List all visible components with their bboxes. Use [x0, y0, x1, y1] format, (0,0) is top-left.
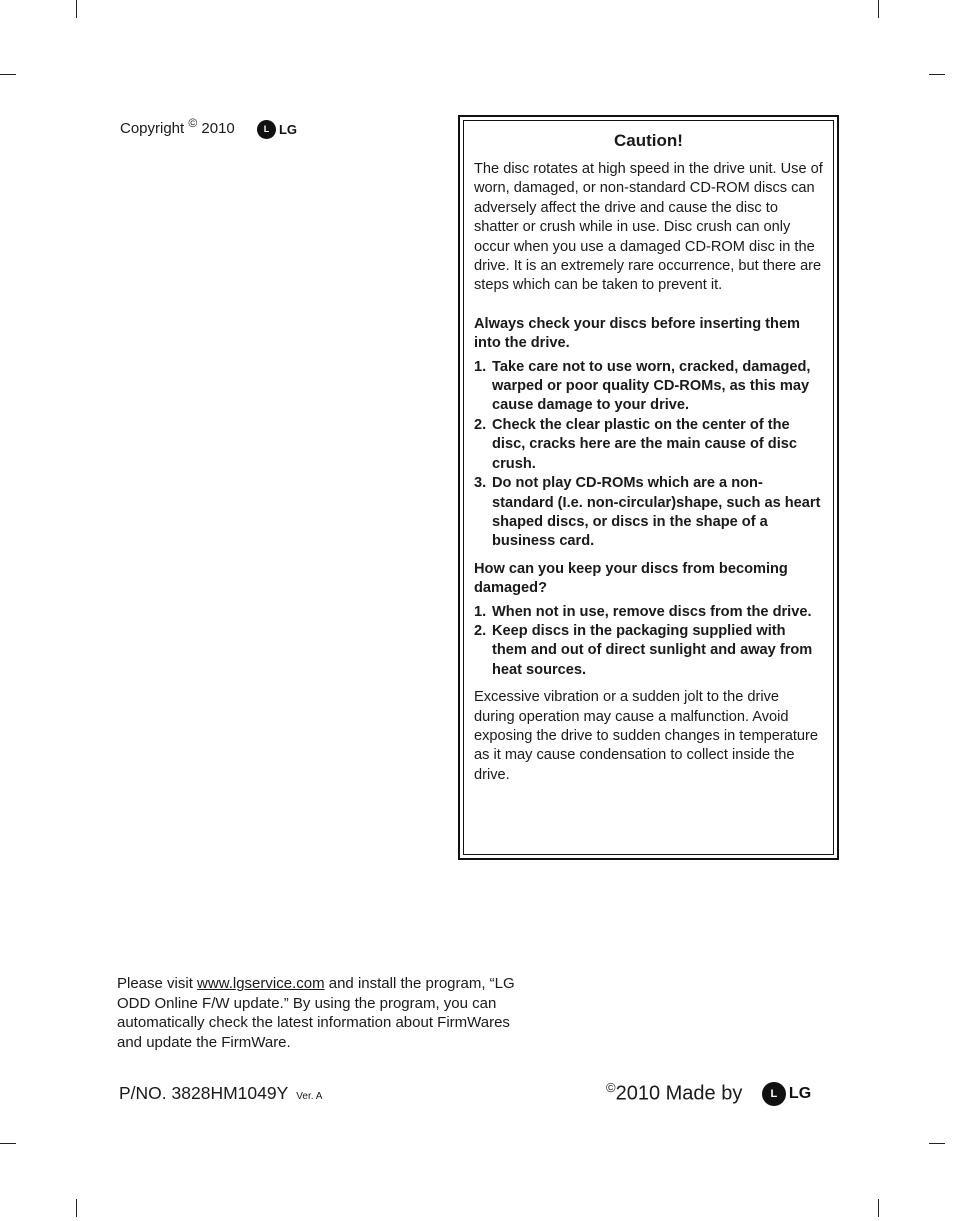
caution-inner	[463, 120, 834, 855]
caution-intro: The disc rotates at high speed in the drive unit. Use of worn, damaged, or non-standard CD-ROM discs can adversely affect the drive and cause the disc to shatter or crush while in use. Disc crush can only occur when you use a damaged CD-ROM disc in the drive. It is an extremely rare occurrence, but there are steps which can be taken to prevent it.	[474, 161, 823, 294]
crop-mark	[0, 1143, 16, 1144]
part-number-text: P/NO. 3828HM1049Y	[119, 1083, 289, 1103]
copyright-label: Copyright	[120, 120, 185, 137]
check-list	[474, 358, 823, 552]
crop-mark	[878, 0, 879, 18]
version-label: Ver. A	[296, 1091, 323, 1102]
crop-mark	[878, 1199, 879, 1217]
crop-mark	[76, 0, 77, 18]
crop-mark	[0, 74, 16, 75]
list-item: 2. Check the clear plastic on the center of the disc, cracks here are the main cause of disc crush.	[474, 416, 798, 472]
lg-logo-text: LG	[278, 121, 297, 137]
part-number	[119, 1083, 322, 1104]
copyright-year: 2010	[201, 120, 235, 137]
lg-logo	[762, 1082, 811, 1106]
made-by-text: 2010 Made by	[615, 1082, 743, 1105]
made-by-symbol: ©	[606, 1080, 616, 1095]
lg-face-icon: L	[762, 1082, 786, 1106]
copyright-symbol: ©	[188, 116, 198, 130]
crop-mark	[929, 74, 945, 75]
lg-logo-text: LG	[788, 1085, 812, 1103]
crop-mark	[929, 1143, 945, 1144]
visit-suffix: and install the program, “LG ODD Online F/W update.” By using the program, you can automatically check the latest information about FirmWares and update the FirmWare.	[117, 975, 515, 1051]
caution-title: Caution!	[614, 131, 683, 150]
lg-logo	[257, 120, 297, 139]
visit-prefix: Please visit	[117, 975, 198, 992]
copyright-line	[120, 116, 297, 139]
keep-heading: How can you keep your discs from becoming damaged?	[474, 560, 788, 597]
list-item: 1. Take care not to use worn, cracked, damaged, warped or poor quality CD-ROMs, as this may cause damage to your drive.	[474, 358, 811, 414]
crop-mark	[76, 1199, 77, 1217]
caution-box	[458, 115, 839, 860]
lg-face-icon: L	[257, 120, 276, 139]
list-item: 3. Do not play CD-ROMs which are a non-standard (I.e. non-circular)shape, such as heart shaped discs, or discs in the shape of a business card.	[474, 475, 821, 550]
caution-closing: Excessive vibration or a sudden jolt to the drive during operation may cause a malfunction. Avoid exposing the drive to sudden changes in temperature as it may cause condensation to collect inside the drive.	[474, 689, 818, 783]
made-by	[606, 1080, 811, 1106]
list-item: 1. When not in use, remove discs from the drive.	[474, 603, 812, 620]
visit-paragraph	[117, 974, 537, 1052]
lgservice-link[interactable]: www.lgservice.com	[197, 975, 325, 992]
keep-list	[474, 603, 823, 681]
check-heading: Always check your discs before inserting them into the drive.	[474, 315, 801, 352]
list-item: 2. Keep discs in the packaging supplied with them and out of direct sunlight and away from heat sources.	[474, 622, 813, 678]
